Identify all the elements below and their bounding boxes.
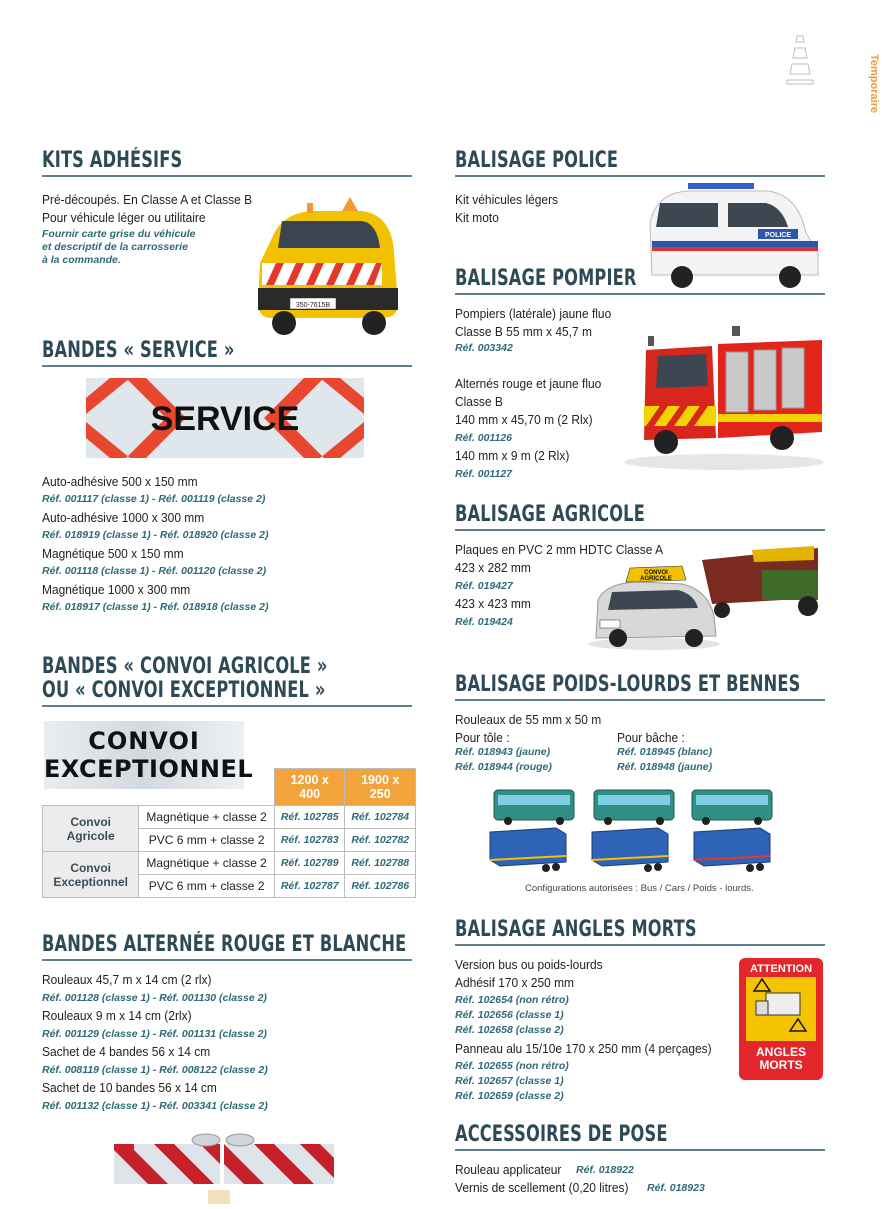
kits-note: à la commande.: [42, 254, 121, 266]
row-ref: Réf. 102788: [345, 852, 416, 875]
angles-line: Version bus ou poids-lourds: [455, 957, 603, 972]
table-row: [43, 806, 416, 829]
poids-left-ref: Réf. 018944 (rouge): [455, 761, 552, 773]
pompier-line: 140 mm x 45,70 m (2 Rlx): [455, 412, 593, 427]
pompier-rule: [455, 293, 825, 295]
pompier-line: Classe B 55 mm x 45,7 m: [455, 324, 592, 339]
alternee-item: Sachet de 4 bandes 56 x 14 cm: [42, 1044, 211, 1059]
alternee-ref: Réf. 001132 (classe 1) - Réf. 003341 (classe 2): [42, 1100, 268, 1112]
kits-note: et descriptif de la carrosserie: [42, 241, 188, 253]
kits-line: Pour véhicule léger ou utilitaire: [42, 210, 206, 225]
angles-line: Panneau alu 15/10e 170 x 250 mm (4 perçages): [455, 1041, 712, 1056]
alternee-item: Rouleaux 45,7 m x 14 cm (2 rlx): [42, 972, 212, 987]
angles-morts-sign-image: [738, 957, 824, 1081]
angles-ref: Réf. 102655 (non rétro): [455, 1060, 569, 1072]
agricole-title: BALISAGE AGRICOLE: [455, 502, 645, 527]
alternee-title: BANDES ALTERNÉE ROUGE ET BLANCHE: [42, 932, 407, 957]
agricole-rule: [455, 529, 825, 531]
table-header-row: [43, 769, 416, 806]
service-ref: Réf. 018919 (classe 1) - Réf. 018920 (classe 2): [42, 529, 269, 541]
convoi-title: OU « CONVOI EXCEPTIONNEL »: [42, 678, 326, 703]
row-label: Magnétique + classe 2: [139, 852, 275, 875]
kits-note: Fournir carte grise du véhicule: [42, 228, 196, 240]
alternee-ref: Réf. 001129 (classe 1) - Réf. 001131 (classe 2): [42, 1028, 267, 1040]
accessoires-rule: [455, 1149, 825, 1151]
alternee-ref: Réf. 008119 (classe 1) - Réf. 008122 (classe 2): [42, 1064, 268, 1076]
service-item: Auto-adhésive 1000 x 300 mm: [42, 510, 205, 525]
pompier-ref: Réf. 003342: [455, 342, 513, 354]
group-agricole: Convoi Agricole: [43, 806, 139, 852]
row-ref: Réf. 102789: [274, 852, 345, 875]
accessoires-ref: Réf. 018922: [576, 1164, 634, 1176]
agricole-ref: Réf. 019427: [455, 580, 513, 592]
poids-right-head: Pour bâche :: [617, 730, 685, 745]
angles-rule: [455, 944, 825, 946]
service-item: Magnétique 1000 x 300 mm: [42, 582, 191, 597]
poids-left-head: Pour tôle :: [455, 730, 510, 745]
angles-ref: Réf. 102657 (classe 1): [455, 1075, 564, 1087]
police-van-image: [648, 183, 824, 289]
col-1200-header: 1200 x 400: [274, 769, 345, 806]
angles-title: BALISAGE ANGLES MORTS: [455, 917, 697, 942]
kits-line: Pré-découpés. En Classe A et Classe B: [42, 192, 253, 207]
police-title: BALISAGE POLICE: [455, 148, 619, 173]
poids-right-ref: Réf. 018948 (jaune): [617, 761, 713, 773]
fire-truck-image: [622, 322, 826, 472]
convoi-banner-line1: CONVOI: [88, 727, 200, 755]
service-banner-image: [86, 378, 364, 458]
kits-van-image: [252, 193, 404, 335]
pompier-line: Alternés rouge et jaune fluo: [455, 376, 602, 391]
bus-icon: [494, 790, 574, 825]
agricole-sign-line1: CONVOI: [644, 570, 668, 576]
police-line: Kit véhicules légers: [455, 192, 559, 207]
trailer-icon: [694, 828, 770, 872]
convoi-table: [42, 768, 416, 898]
convoi-title: BANDES « CONVOI AGRICOLE »: [42, 654, 328, 679]
kits-title: KITS ADHÉSIFS: [42, 148, 183, 173]
poids-caption: Configurations autorisées : Bus / Cars / Poids - lourds.: [525, 883, 754, 894]
convoi-banner-line2: EXCEPTIONNEL: [44, 755, 254, 783]
bus-icon: [692, 790, 772, 825]
service-title: BANDES « SERVICE »: [42, 338, 235, 363]
row-label: Magnétique + classe 2: [139, 806, 275, 829]
pompier-line: 140 mm x 9 m (2 Rlx): [455, 448, 570, 463]
trailer-icon: [490, 828, 566, 872]
row-ref: Réf. 102784: [345, 806, 416, 829]
pompier-ref: Réf. 001127: [455, 468, 513, 480]
agricole-line: 423 x 423 mm: [455, 596, 531, 611]
angles-sign-bottom1: ANGLES: [755, 1045, 807, 1059]
pompier-line: Pompiers (latérale) jaune fluo: [455, 306, 612, 321]
accessoires-title: ACCESSOIRES DE POSE: [455, 1122, 668, 1147]
pompier-ref: Réf. 001126: [455, 432, 513, 444]
service-item: Auto-adhésive 500 x 150 mm: [42, 474, 198, 489]
row-label: PVC 6 mm + classe 2: [139, 875, 275, 898]
row-label: PVC 6 mm + classe 2: [139, 829, 275, 852]
row-ref: Réf. 102783: [274, 829, 345, 852]
kits-plate: 350-7615B: [295, 302, 331, 309]
alternee-rule: [42, 959, 412, 961]
angles-sign-top: ATTENTION: [749, 963, 813, 975]
angles-ref: Réf. 102654 (non rétro): [455, 994, 569, 1006]
agricole-line: 423 x 282 mm: [455, 560, 531, 575]
service-ref: Réf. 018917 (classe 1) - Réf. 018918 (classe 2): [42, 601, 269, 613]
alternee-item: Sachet de 10 bandes 56 x 14 cm: [42, 1080, 217, 1095]
kits-rule: [42, 175, 412, 177]
row-ref: Réf. 102785: [274, 806, 345, 829]
poids-left-ref: Réf. 018943 (jaune): [455, 746, 551, 758]
agricole-sign-line2: AGRICOLE: [640, 576, 672, 582]
bus-icon: [594, 790, 674, 825]
agricole-convoy-image: [582, 540, 826, 652]
service-item: Magnétique 500 x 150 mm: [42, 546, 184, 561]
police-van-text: POLICE: [764, 232, 792, 239]
poids-rule: [455, 699, 825, 701]
side-tab: [860, 54, 882, 134]
row-ref: Réf. 102782: [345, 829, 416, 852]
police-line: Kit moto: [455, 210, 499, 225]
col-1900-header: 1900 x 250: [345, 769, 416, 806]
pompier-title: BALISAGE POMPIER: [455, 266, 637, 291]
angles-sign-bottom2: MORTS: [759, 1058, 803, 1072]
trailer-icon: [592, 828, 668, 872]
alternee-ref: Réf. 001128 (classe 1) - Réf. 001130 (classe 2): [42, 992, 267, 1004]
poids-title: BALISAGE POIDS-LOURDS ET BENNES: [455, 672, 801, 697]
accessoires-line: Rouleau applicateur: [455, 1162, 562, 1177]
service-ref: Réf. 001117 (classe 1) - Réf. 001119 (classe 2): [42, 493, 266, 505]
service-ref: Réf. 001118 (classe 1) - Réf. 001120 (classe 2): [42, 565, 267, 577]
traffic-cone-icon: [784, 32, 816, 88]
side-tab-label: Temporaire: [868, 54, 880, 114]
alternee-strips-image: [112, 1130, 338, 1206]
police-rule: [455, 175, 825, 177]
poids-line: Rouleaux de 55 mm x 50 m: [455, 712, 602, 727]
vehicle-configs-image: [486, 786, 788, 876]
accessoires-ref: Réf. 018923: [647, 1182, 705, 1194]
convoi-rule: [42, 705, 412, 707]
angles-ref: Réf. 102659 (classe 2): [455, 1090, 564, 1102]
poids-right-ref: Réf. 018945 (blanc): [617, 746, 713, 758]
service-rule: [42, 365, 412, 367]
alternee-item: Rouleaux 9 m x 14 cm (2rlx): [42, 1008, 192, 1023]
service-banner-text: SERVICE: [150, 400, 300, 438]
angles-line: Adhésif 170 x 250 mm: [455, 975, 575, 990]
group-exceptionnel: Convoi Exceptionnel: [43, 852, 139, 898]
table-row: [43, 852, 416, 875]
row-ref: Réf. 102786: [345, 875, 416, 898]
agricole-line: Plaques en PVC 2 mm HDTC Classe A: [455, 542, 664, 557]
angles-ref: Réf. 102658 (classe 2): [455, 1024, 564, 1036]
accessoires-line: Vernis de scellement (0,20 litres): [455, 1180, 629, 1195]
row-ref: Réf. 102787: [274, 875, 345, 898]
pompier-line: Classe B: [455, 394, 503, 409]
agricole-ref: Réf. 019424: [455, 616, 513, 628]
angles-ref: Réf. 102656 (classe 1): [455, 1009, 564, 1021]
